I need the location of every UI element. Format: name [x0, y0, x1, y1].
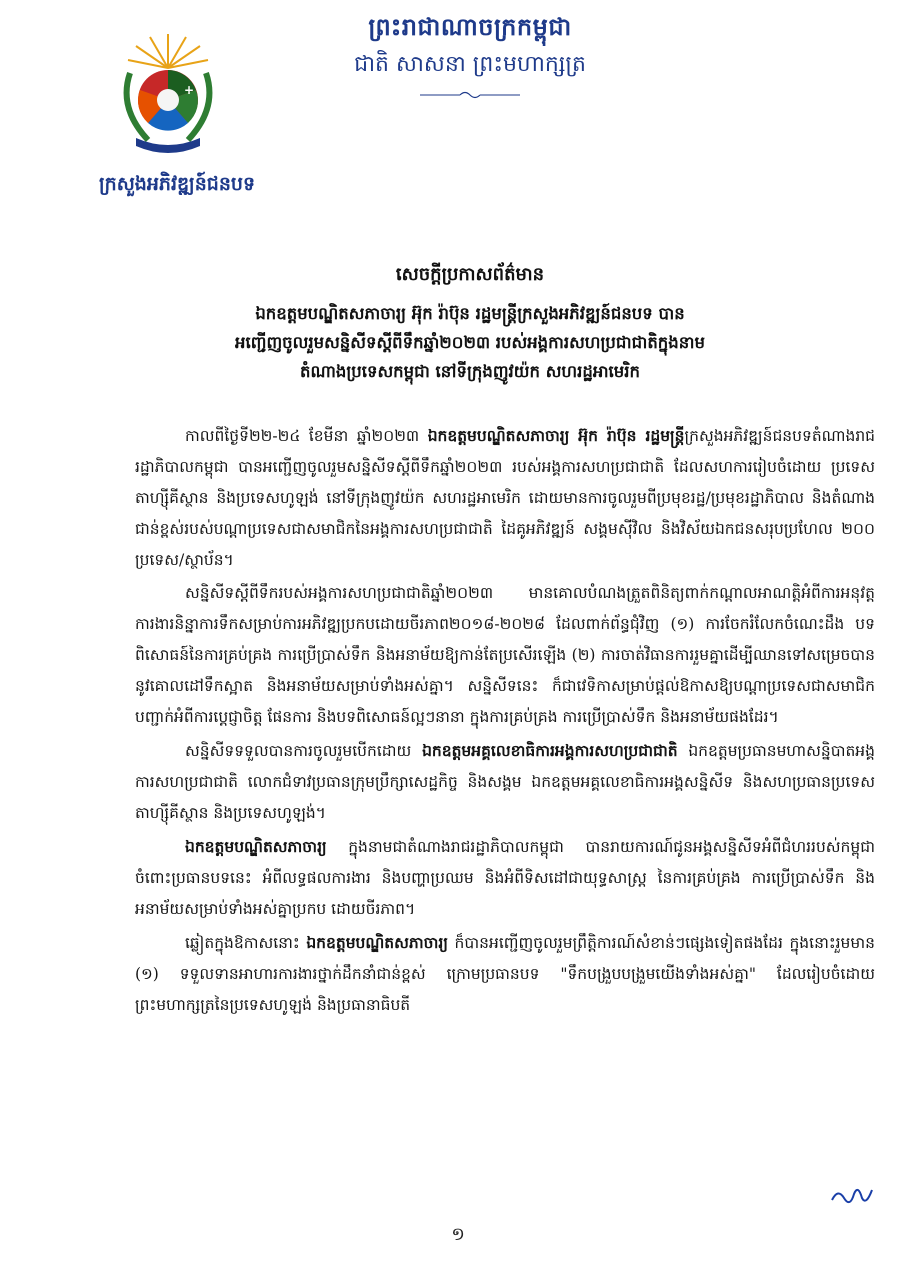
body-text	[135, 420, 875, 1023]
paragraph-text: ឆ្លៀតក្នុងឱកាសនោះ	[185, 934, 307, 952]
paragraph-text: ក្រសួងអភិវឌ្ឍន៍ជនបទតំណាងរាជរដ្ឋាភិបាលកម្ពុជា បានអញ្ជើញចូលរួមសន្និសីទស្តីពីទឹកឆ្នាំ២០២៣ របស់អង្គការសហប្រជាជាតិ ដែលសហការរៀបចំដោយ ប្រទេសតាហ្ស៊ីគីស្ថាន និងប្រទេសហូឡង់ នៅទីក្រុងញូវយ៉ក សហរដ្ឋអាមេរិក ដោយមានការចូលរួមពីប្រមុខរដ្ឋ/ប្រមុខរដ្ឋាភិបាល និងតំណាងជាន់ខ្ពស់របស់បណ្តាប្រទេសជាសមាជិកនៃអង្គការសហប្រជាជាតិ ដៃគូអភិវឌ្ឍន៍ សង្គមស៊ីវិល និងវិស័យឯកជនសរុបប្រហែល ២០០ ប្រទេស/ស្ថាប័ន។	[135, 427, 876, 569]
paragraph-text: ក៏បានអញ្ជើញចូលរួមព្រឹត្តិការណ៍សំខាន់ៗផ្សេងទៀតផងដែរ ក្នុងនោះរួមមាន (១) ទទួលទានអាហារការងារថ្នាក់ដឹកនាំជាន់ខ្ពស់ ក្រោមប្រធានបទ "ទឹកបង្រួបបង្រួមយើងទាំងអស់គ្នា" ដែលរៀបចំដោយព្រះមហាក្សត្រនៃប្រទេសហូឡង់ និងប្រធានាធិបតី	[135, 934, 875, 1014]
divider-ornament-icon	[420, 90, 520, 100]
paragraph-bold: ឯកឧត្តមបណ្ឌិតសភាចារ្យ	[306, 933, 448, 952]
paragraph	[135, 420, 875, 576]
ministry-logo-icon	[108, 28, 228, 163]
ministry-name: ក្រសួងអភិវឌ្ឍន៍ជនបទ	[98, 173, 256, 195]
paragraph-bold: ឯកឧត្តមអគ្គលេខាធិការអង្គការសហប្រជាជាតិ	[422, 741, 678, 760]
paragraph-bold: ឯកឧត្តមបណ្ឌិតសភាចារ្យ	[185, 837, 327, 856]
paragraph-text: កាលពីថ្ងៃទី២២-២៤ ខែមីនា ឆ្នាំ២០២៣	[185, 427, 428, 445]
headline-line: តំណាងប្រទេសកម្ពុជា នៅទីក្រុងញូវយ៉ក សហរដ្ឋអាមេរិក	[300, 362, 640, 381]
headline	[70, 299, 870, 386]
paragraph-text: សន្និសីទទទួលបានការចូលរួមបើកដោយ	[185, 742, 423, 760]
national-motto: ជាតិ សាសនា ព្រះមហាក្សត្រ	[354, 52, 586, 77]
paragraph	[135, 927, 875, 1021]
initials-signature-icon	[828, 1180, 878, 1210]
paragraph-text: ឯកឧត្តមប្រធានមហាសន្និបាតអង្គការសហប្រជាជាតិ លោកជំទាវប្រធានក្រុមប្រឹក្សាសេដ្ឋកិច្ច និងសង្គម ឯកឧត្តមអគ្គលេខាធិការអង្គសន្និសីទ និងសហប្រធានប្រទេសតាហ្ស៊ីគីស្ថាន និងប្រទេសហូឡង់។	[135, 742, 875, 822]
svg-text:+: +	[184, 83, 195, 97]
kingdom-heading: ព្រះរាជាណាចក្រកម្ពុជា	[368, 12, 572, 41]
paragraph-text: សន្និសីទស្តីពីទឹករបស់អង្គការសហប្រជាជាតិឆ្នាំ២០២៣ មានគោលបំណងត្រួតពិនិត្យពាក់កណ្តាលអាណត្តិអំពីការអនុវត្តការងារនិន្នាការទឹកសម្រាប់ការអភិវឌ្ឍប្រកបដោយចីរភាព២០១៨-២០២៨ ដែលពាក់ព័ន្ធជុំវិញ (១) ការចែករំលែកចំណេះដឹង បទពិសោធន៍នៃការគ្រប់គ្រង ការប្រើប្រាស់ទឹក និងអនាម័យឱ្យកាន់តែប្រសើរឡើង (២) ការចាត់វិធានការរួមគ្នាដើម្បីឈានទៅសម្រេចបាននូវគោលដៅទឹកស្អាត និងអនាម័យសម្រាប់ទាំងអស់គ្នា។ សន្និសីទនេះ ក៏ជាវេទិកាសម្រាប់ផ្តល់ឱកាសឱ្យបណ្តាប្រទេសជាសមាជិកបញ្ជាក់អំពីការប្តេជ្ញាចិត្ត ផែនការ និងបទពិសោធន៍ល្អៗនានា ក្នុងការគ្រប់គ្រង ការប្រើប្រាស់ទឹក និងអនាម័យផងដែរ។	[135, 584, 875, 726]
paragraph-bold: ឯកឧត្តមបណ្ឌិតសភាចារ្យ អ៊ុក រ៉ាប៊ុន រដ្ឋមន្ត្រី	[427, 426, 685, 445]
paragraph-text: ក្នុងនាមជាតំណាងរាជរដ្ឋាភិបាលកម្ពុជា បានរាយការណ៍ជូនអង្គសន្និសីទអំពីជំហររបស់កម្ពុជាចំពោះប្រធានបទនេះ អំពីលទ្ធផលការងារ និងបញ្ហាប្រឈម និងអំពីទិសដៅជាយុទ្ធសាស្ត្រ នៃការគ្រប់គ្រង ការប្រើប្រាស់ទឹក និងអនាម័យសម្រាប់ទាំងអស់គ្នាប្រកប ដោយចីរភាព។	[135, 838, 875, 918]
headline-line: អញ្ជើញចូលរួមសន្និសីទស្តីពីទឹកឆ្នាំ២០២៣ របស់អង្គការសហប្រជាជាតិក្នុងនាម	[235, 333, 705, 352]
paragraph	[135, 578, 875, 733]
headline-line: ឯកឧត្តមបណ្ឌិតសភាចារ្យ អ៊ុក រ៉ាប៊ុន រដ្ឋមន្ត្រីក្រសួងអភិវឌ្ឍន៍ជនបទ បាន	[255, 304, 685, 323]
paragraph	[135, 735, 875, 829]
title-block	[70, 262, 870, 386]
document-title: សេចក្តីប្រកាសព័ត៌មាន	[395, 264, 545, 285]
paragraph	[135, 831, 875, 925]
page-number: ១	[451, 1224, 465, 1245]
